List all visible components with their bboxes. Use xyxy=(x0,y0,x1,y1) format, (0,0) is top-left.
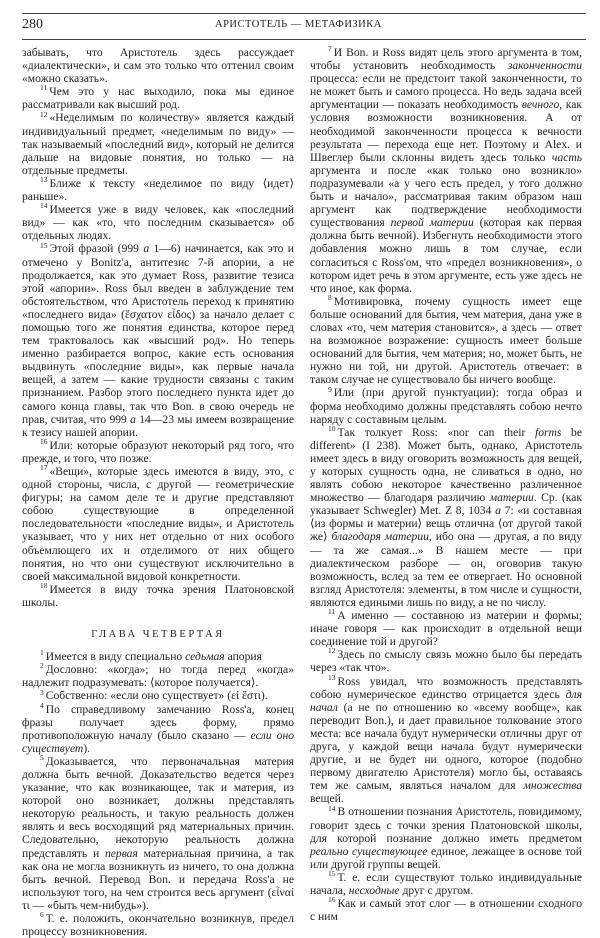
footnote xyxy=(22,111,294,176)
footnote-number: 11 xyxy=(40,83,48,93)
footnote xyxy=(310,46,582,295)
footnote xyxy=(22,912,294,938)
footnote-number: 1 xyxy=(40,648,44,658)
footnote-text: 7: «и составная ⟨из формы и материи⟩ вещь отлична ⟨от другой такой же⟩ xyxy=(310,504,582,544)
footnote-text: . Ср. (как указывает Schwegler) Met. Z 8, 1034 xyxy=(310,491,582,518)
footnotes-chapter-4-continued xyxy=(310,46,582,923)
footnote-number: 4 xyxy=(40,700,44,710)
footnote-number: 18 xyxy=(40,580,48,590)
italic-text: благодаря материи xyxy=(331,530,429,544)
footnote-text: (а не по отношению ко «всему вообще», как переводит Bon.), и дает правильное толкование этого места: все начала будут нумерически отличны друг от друга, у каждой вещи начала будут нумерически другие, и не будет ни одного, которое (подобно первому двигателю Аристотеля) могло бы, оставаясь тем же самым, являться началом для xyxy=(310,700,582,793)
footnote xyxy=(22,755,294,912)
footnote xyxy=(22,580,294,609)
running-title: АРИСТОТЕЛЬ — МЕТАФИЗИКА xyxy=(215,19,382,30)
italic-text: первая xyxy=(104,846,138,860)
footnote-text: (которая как первая должна быть вечной). Избегнуть необходимости этого добавления можно лишь в том случае, если согласиться с Ross'ом, что «предел возникновения», о котором идет речь в этом аргументе, есть уже здесь не что иное, как форма. xyxy=(310,216,582,295)
footnote-text: Здесь по смыслу связь можно было бы передать через «так что». xyxy=(310,648,582,675)
footnote-text: 1—6) начинается, как это и отмечено у Bonitz'a, антитезис 7-й апории, а не продолжается, как это думает Ross, развитие тезиса этой «апории». Ross был введен в заблуждение тем обстоятельством, что Аристотель переход к принятию «последнего вида» (ἔσχατον εἶδος) за начало делает с помощью того же понятия единства, которое перед тем трактовалось как «высший род». Но теперь именно разбирается вопрос, какие есть основания выдвинуть «последние виды», как первые начала вещей, а затем — какие трудности связаны с таким признанием. Разбор этого последнего пункта идет до самого конца главы, так что Bon. в свою очередь не прав, считая, что 999 xyxy=(22,242,295,426)
footnote-text: забывать, что Аристотель здесь рассуждает «диалектически», и сам это только что оттенил своим «можно сказать». xyxy=(22,46,294,86)
italic-text: материи xyxy=(489,491,534,505)
italic-text: forms xyxy=(534,425,562,439)
footnote-text: «Неделимым по количеству» является каждый индивидуальный предмет, «неделимым по виду» — так называемый «последний вид», который не делится дальше на видовые понятия, но только — на отдельные предметы. xyxy=(22,111,294,177)
footnote-text: Как и самый этот слог — в отношении сходного с ним xyxy=(310,897,582,924)
footnote-number: 9 xyxy=(328,384,332,394)
footnote xyxy=(22,242,294,438)
footnotes-book-3 xyxy=(22,46,294,609)
italic-text: реально существующее xyxy=(310,844,428,858)
footnote xyxy=(310,423,582,609)
footnote-number: 7 xyxy=(328,44,332,54)
italic-text: законченности xyxy=(507,59,582,73)
footnote-text: ). xyxy=(83,741,91,755)
footnote xyxy=(22,46,294,85)
footnote-text: «Вещи», которые здесь имеются в виду, это, с одной стороны, числа, с другой — геометрические фигуры; на самом деле те и другие представляют собою существующие в определенной последовательности «последние виды», и Аристотель указывает, что у них нет отдельно от них особого объемлющего их и отделимого от них общего понятия, но что они существуют исключительно в своей максимальной видовой конкретности. xyxy=(22,465,294,583)
header-rule xyxy=(22,39,586,40)
footnote xyxy=(310,609,582,648)
footnote-text: И Bon. и Ross видят цель этого аргумента в том, чтобы установить необходимость xyxy=(310,46,582,73)
footnote-number: 2 xyxy=(40,661,44,671)
footnote-number: 15 xyxy=(328,869,336,879)
footnote-number: 10 xyxy=(328,423,336,433)
footnote-text: Или: которые образуют некоторый ряд того, что прежде, и того, что позже. xyxy=(22,438,294,465)
footnote-text: единое, лежащее в основе той или другой группы вещей. xyxy=(310,844,582,871)
footnote-text: Т. е. если существуют только индивидуальные начала, xyxy=(310,870,582,897)
footnote-text: апория xyxy=(224,650,262,664)
footnote-text: Дословно: «когда»; но тогда перед «когда» надлежит подразумевать: ⟨которое получается⟩. xyxy=(22,663,294,690)
italic-text: множества xyxy=(523,779,582,793)
footnote-number: 14 xyxy=(40,201,48,211)
italic-text: несходные xyxy=(348,884,400,897)
chapter-heading: ГЛАВА ЧЕТВЕРТАЯ xyxy=(91,629,225,641)
footnote xyxy=(22,663,294,689)
footnote xyxy=(310,672,582,806)
footnote xyxy=(22,689,294,702)
footnote xyxy=(22,203,294,242)
footnote xyxy=(22,177,294,203)
footnote-number: 17 xyxy=(40,463,48,473)
footnote-text: Собственно: «если оно существует» (εἰ ἔστι). xyxy=(45,689,268,703)
footnote-text: Т. е. положить, окончательно возникнув, предел процессу возникновения. xyxy=(22,912,294,938)
footnote-text: Мотивировка, почему сущность имеет еще больше оснований для бытия, чем материя, дана уже в словах «то, чем материя становится», а здесь — ответ на возможное возражение: сущность имеет больше оснований для бытия, чем материя; но, может быть, не нужно ни той, ни другой. Аристотель отвечает: в таком случае не существовало бы ничего вообще. xyxy=(310,294,582,387)
footnote-text: , ибо она — другая, а по виду — та же самая...» В нашем месте — при диалектическом разборе — он, оговорив такую возможность, вслед за тем ее отвергает. Но основной взгляд Аристотеля: элементы, в том числе и сущности, являются едиными лишь по виду, а не по числу. xyxy=(310,530,582,609)
footnotes-chapter-4 xyxy=(22,650,294,938)
footnote-text: А именно — составною из материи и формы; иначе говоря — как происходит в отдельной вещи соединение той и другой? xyxy=(310,609,582,649)
footnote-number: 5 xyxy=(40,753,44,763)
italic-text: для начал xyxy=(310,687,582,714)
footnote xyxy=(310,386,582,425)
footnote-text: Имеется в виду специально xyxy=(45,650,186,664)
italic-text: седьмая xyxy=(185,650,225,664)
footnote-number: 3 xyxy=(40,687,44,697)
footnote-number: 12 xyxy=(328,646,336,656)
footnote-number: 15 xyxy=(40,240,48,250)
footnote-text: 14—23 мы имеем возвращение к тезису нашей апории. xyxy=(22,412,294,439)
footnote xyxy=(310,897,582,923)
italic-text: a xyxy=(143,242,150,256)
italic-text: часть xyxy=(551,150,582,164)
italic-text: если оно существует xyxy=(22,728,294,755)
page-number: 280 xyxy=(22,17,43,32)
footnote-text: Имеется уже в виду человек, как «последний вид» — как «то, что последним сказывается» об отдельных людях. xyxy=(22,203,294,243)
footnote-text: , как условия возможности возникновения. А от необходимой законченности процесса к вечности результата — перехода еще нет. Поэтому и Alex. и Швеглер были склонны видеть здесь только xyxy=(310,98,582,164)
italic-text: a xyxy=(495,504,501,518)
footnote-text: Ближе к тексту «неделимое по виду ⟨идет⟩ раньше». xyxy=(22,176,294,204)
footnote-text: Или (при другой пунктуации): тогда образ и форма необходимо должны представлять собою нечто наряду с составным целым. xyxy=(310,386,582,426)
footnote-text: По справедливому замечанию Ross'a, конец фразы получает здесь форму, прямо противоположную началу (было сказано — xyxy=(22,702,294,742)
footnote-text: Ross увидал, что возможность представлять собою нумерическое единство отрицается здесь xyxy=(310,674,582,701)
footnote xyxy=(22,436,294,465)
footnote-text: процесса: если не предстоит такой законченности, то не может быть и самого процесса. Но ведь задача всей аргументации — показать необходимость xyxy=(310,72,582,112)
footnote-text: В отношении познания Аристотель, повидимому, говорит здесь с точки зрения Платоновской школы, для которой познание должно иметь предметом xyxy=(310,805,582,845)
footnote-number: 13 xyxy=(328,672,336,682)
footnote xyxy=(310,292,582,387)
footnote-number: 16 xyxy=(40,436,48,446)
footnote-number: 8 xyxy=(328,292,332,302)
footnote-number: 11 xyxy=(328,607,336,617)
footnote-text: Этой фразой (999 xyxy=(49,242,144,256)
footnote xyxy=(22,85,294,111)
footnote-number: 6 xyxy=(40,910,44,920)
left-column xyxy=(22,46,294,938)
footnote-text: Чем это у нас выходило, пока мы единое рассматривали как высший род. xyxy=(22,85,294,112)
footnote-text: аргумента и после «как только оно возникло» подразумевали «а у чего есть предел, у того должно быть и начало», рассматривая таким образом наш аргумент как подтверждение необходимости существования xyxy=(310,163,582,230)
footnote xyxy=(22,465,294,583)
footnote-number: 16 xyxy=(328,895,336,905)
footnote-text: материальная причина, а так как она не могла возникнуть из ничего, то она должна быть вечной. Перевод Bon. и передача Ross'a не используют того, на чем строится весь аргумент (εἶναί τι — «быть чем-нибудь»). xyxy=(22,846,294,912)
footnote xyxy=(310,648,582,674)
footnote xyxy=(310,871,582,897)
footnote-text: вещей. xyxy=(310,792,344,806)
italic-text: вечного xyxy=(521,98,560,112)
footnote xyxy=(22,700,294,755)
footnote-number: 13 xyxy=(40,175,48,185)
footnote xyxy=(22,650,294,663)
footnote-text: Так толкует Ross: «nor can their xyxy=(337,425,535,439)
italic-text: первой материи xyxy=(390,216,474,230)
footnote-text: be different» (I 238). Может быть, однако, Аристотель имеет здесь в виду оговорить возможность для вещей, у которых сущность одна, не сливаться в одно, но являть собою некоторое качественно различенное множество — благодаря различию xyxy=(310,425,582,505)
footnote-text: Доказывается, что первоначальная материя должна быть вечной. Доказательство ведется через указание, что как возникающее, так и материя, из которой оно возникает, должны представлять некоторую реальность, и такую реальность должен являть и весь восходящий ряд материальных причин. Следовательно, некоторую реальность должна представлять и xyxy=(22,754,294,860)
footnote-text: Имеется в виду точка зрения Платоновской школы. xyxy=(22,582,294,609)
top-rule xyxy=(22,13,586,14)
footnote-number: 14 xyxy=(328,803,336,813)
italic-text: a xyxy=(130,412,136,426)
footnote xyxy=(310,805,582,870)
footnote-number: 12 xyxy=(40,109,48,119)
right-column xyxy=(310,46,582,923)
footnote-text: друг с другом. xyxy=(399,884,474,897)
